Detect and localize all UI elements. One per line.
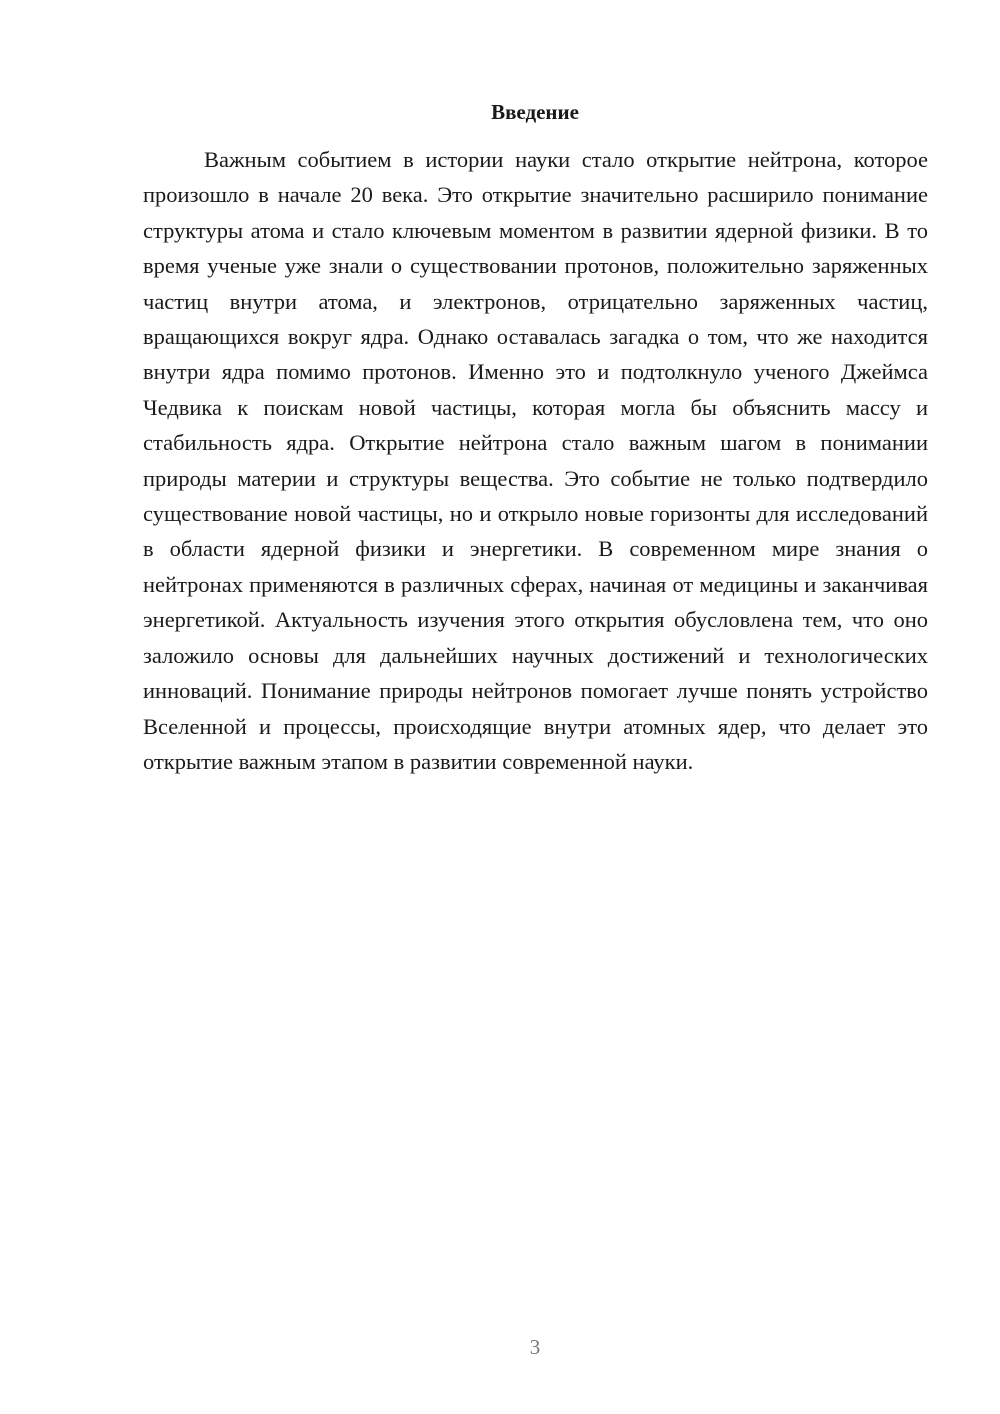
section-heading: Введение — [491, 100, 579, 124]
body-paragraph: Важным событием в истории науки стало открытие нейтрона, которое произошло в начале 20 века. Это открытие значительно расширило понимание структуры атома и стало ключевым моментом в развитии ядерной физики. В то время ученые уже знали о существовании протонов, положительно заряженных частиц внутри атома, и электронов, отрицательно заряженных частиц, вращающихся вокруг ядра. Однако оставалась загадка о том, что же находится внутри ядра помимо протонов. Именно это и подтолкнуло ученого Джеймса Чедвика к поискам новой частицы, которая могла бы объяснить массу и стабильность ядра. Открытие нейтрона стало важным шагом в понимании природы материи и структуры вещества. Это событие не только подтвердило существование новой частицы, но и открыло новые горизонты для исследований в области ядерной физики и энергетики. В современном мире знания о нейтронах применяются в различных сферах, начиная от медицины и заканчивая энергетикой. Актуальность изучения этого открытия обусловлена тем, что оно заложило основы для дальнейших научных достижений и технологических инноваций. Понимание природы нейтронов помогает лучше понять устройство Вселенной и процессы, происходящие внутри атомных ядер, что делает это открытие важным этапом в развитии современной науки. — [143, 147, 928, 774]
page-number: 3 — [529, 1335, 541, 1359]
